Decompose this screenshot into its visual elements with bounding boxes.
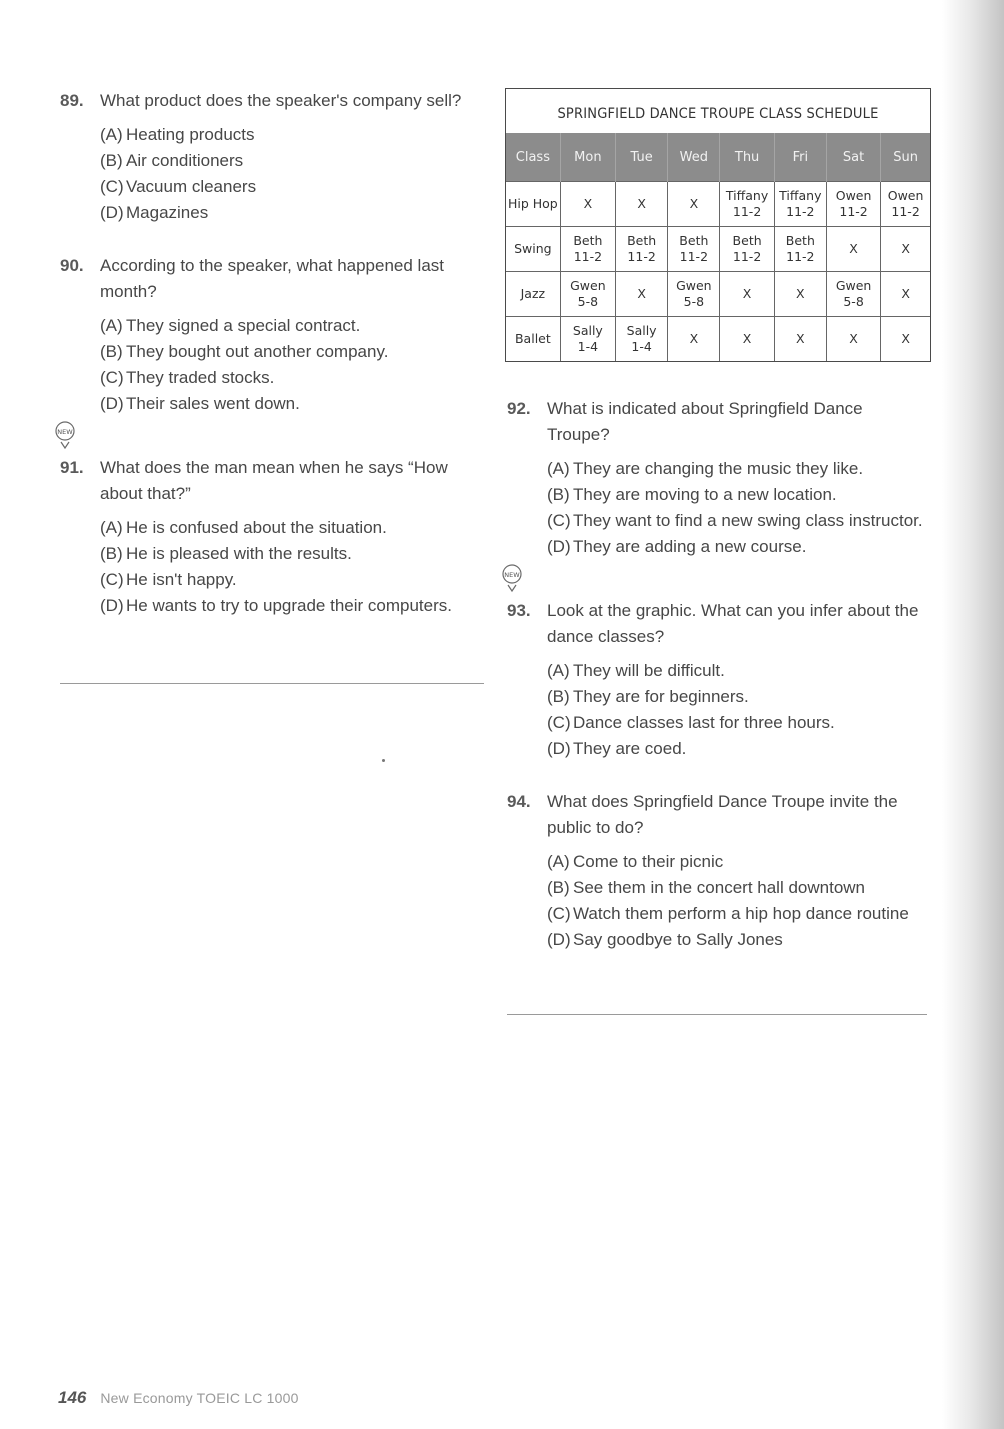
new-badge-icon [501, 564, 523, 594]
option-b: (B) They are moving to a new location. [547, 485, 837, 504]
option-b: (B) They are for beginners. [547, 687, 749, 706]
schedule-cell: Owen 11-2 [826, 182, 880, 227]
schedule-cell: X [668, 182, 720, 227]
question-text: Look at the graphic. What can you infer about the dance classes? [547, 601, 919, 646]
option-a: (A) They signed a special contract. [100, 316, 361, 335]
question-text: According to the speaker, what happened last month? [100, 256, 445, 301]
question-92 [507, 396, 927, 560]
schedule-cell: X [774, 272, 826, 317]
page-edge-shadow [942, 0, 1004, 1429]
question-text: What product does the speaker's company sell? [100, 91, 462, 110]
schedule-cell: X [881, 227, 930, 272]
question-number: 92. [507, 399, 531, 418]
question-text: What does Springfield Dance Troupe invite the public to do? [547, 792, 898, 837]
option-c: (C) They traded stocks. [100, 368, 275, 387]
class-name-cell: Swing [506, 227, 560, 272]
schedule-row-hip-hop [506, 182, 930, 227]
schedule-cell: Sally 1-4 [616, 317, 668, 362]
schedule-cell: X [881, 317, 930, 362]
question-90 [60, 253, 480, 417]
option-b: (B) They bought out another company. [100, 342, 389, 361]
option-d: (D) He wants to try to upgrade their computers. [100, 596, 452, 615]
schedule-cell: Gwen 5-8 [668, 272, 720, 317]
option-c: (C) He isn't happy. [100, 570, 237, 589]
schedule-grid [506, 133, 930, 361]
new-badge-icon [54, 421, 76, 451]
header-cell: Sat [826, 133, 880, 182]
option-b: (B) Air conditioners [100, 151, 244, 170]
option-c: (C) Vacuum cleaners [100, 177, 257, 196]
schedule-cell: Tiffany 11-2 [720, 182, 774, 227]
option-c: (C) They want to find a new swing class instructor. [547, 511, 923, 530]
header-cell: Class [506, 133, 560, 182]
option-c: (C) Dance classes last for three hours. [547, 713, 835, 732]
schedule-cell: Beth 11-2 [668, 227, 720, 272]
schedule-cell: Beth 11-2 [560, 227, 615, 272]
option-d: (D) Magazines [100, 203, 209, 222]
schedule-cell: Gwen 5-8 [826, 272, 880, 317]
question-number: 94. [507, 792, 531, 811]
question-text: What is indicated about Springfield Dance Troupe? [547, 399, 863, 444]
class-name-cell: Jazz [506, 272, 560, 317]
header-cell: Mon [560, 133, 615, 182]
question-number: 93. [507, 601, 531, 620]
right-column [504, 396, 927, 980]
schedule-row-swing [506, 227, 930, 272]
left-column [57, 88, 480, 646]
option-d: (D) Say goodbye to Sally Jones [547, 930, 783, 949]
schedule-row-jazz [506, 272, 930, 317]
question-number: 90. [60, 256, 84, 275]
schedule-cell: Beth 11-2 [616, 227, 668, 272]
svg-text:NEW: NEW [57, 428, 73, 436]
option-b: (B) He is pleased with the results. [100, 544, 352, 563]
schedule-row-ballet [506, 317, 930, 362]
option-a: (A) They will be difficult. [547, 661, 725, 680]
schedule-cell: X [616, 272, 668, 317]
question-number: 89. [60, 91, 84, 110]
option-a: (A) Heating products [100, 125, 255, 144]
question-94 [507, 789, 927, 953]
svg-text:NEW: NEW [504, 571, 520, 579]
book-title: New Economy TOEIC LC 1000 [100, 1390, 299, 1406]
schedule-cell: X [826, 317, 880, 362]
question-91 [57, 428, 480, 619]
schedule-cell: X [668, 317, 720, 362]
option-a: (A) They are changing the music they like. [547, 459, 864, 478]
schedule-cell: X [720, 272, 774, 317]
schedule-cell: Beth 11-2 [720, 227, 774, 272]
schedule-header-row [506, 133, 930, 182]
header-cell: Sun [881, 133, 930, 182]
schedule-cell: X [826, 227, 880, 272]
schedule-cell: X [720, 317, 774, 362]
option-d: (D) Their sales went down. [100, 394, 300, 413]
schedule-cell: X [774, 317, 826, 362]
schedule-title: SPRINGFIELD DANCE TROUPE CLASS SCHEDULE [557, 106, 879, 122]
class-name-cell: Hip Hop [506, 182, 560, 227]
question-93 [504, 571, 927, 762]
question-number: 91. [60, 458, 84, 477]
header-cell: Thu [720, 133, 774, 182]
question-89 [60, 88, 480, 226]
header-cell: Wed [668, 133, 720, 182]
schedule-cell: Beth 11-2 [774, 227, 826, 272]
page-number: 146 [58, 1388, 87, 1407]
option-c: (C) Watch them perform a hip hop dance routine [547, 904, 909, 923]
option-a: (A) Come to their picnic [547, 852, 724, 871]
header-cell: Tue [616, 133, 668, 182]
option-d: (D) They are adding a new course. [547, 537, 807, 556]
page-footer [58, 1388, 299, 1408]
schedule-cell: X [881, 272, 930, 317]
schedule-cell: Gwen 5-8 [560, 272, 615, 317]
class-name-cell: Ballet [506, 317, 560, 362]
schedule-cell: Owen 11-2 [881, 182, 930, 227]
schedule-cell: X [560, 182, 615, 227]
print-speck [382, 759, 385, 762]
schedule-cell: X [616, 182, 668, 227]
divider-left [60, 683, 484, 684]
option-b: (B) See them in the concert hall downtown [547, 878, 866, 897]
schedule-cell: Tiffany 11-2 [774, 182, 826, 227]
divider-right [507, 1014, 927, 1015]
class-schedule-table [505, 88, 931, 362]
question-text: What does the man mean when he says “How about that?” [100, 458, 448, 503]
option-a: (A) He is confused about the situation. [100, 518, 387, 537]
header-cell: Fri [774, 133, 826, 182]
schedule-cell: Sally 1-4 [560, 317, 615, 362]
option-d: (D) They are coed. [547, 739, 687, 758]
